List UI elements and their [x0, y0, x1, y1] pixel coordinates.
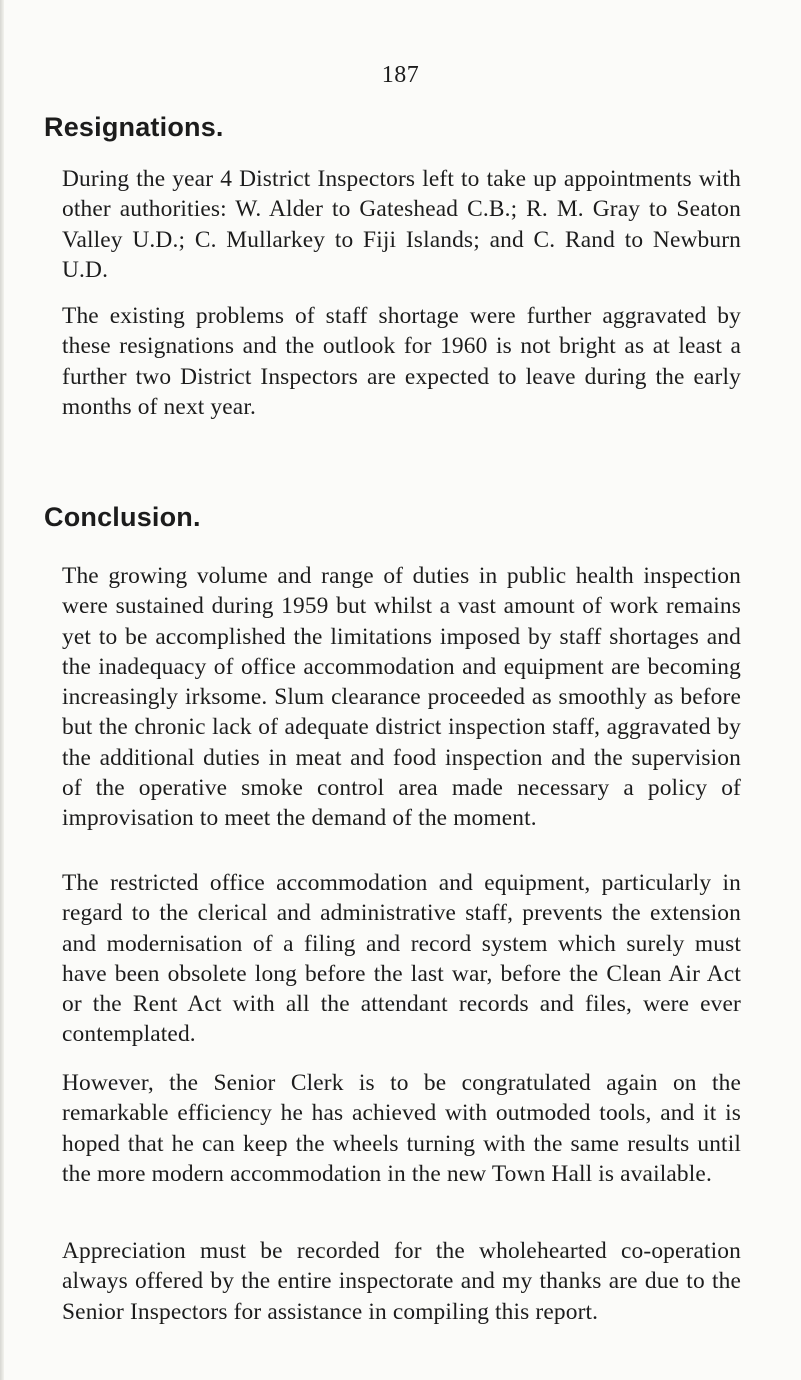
conclusion-paragraph-1: The growing volume and range of duties in public health inspection were sustained during 1959 but whilst a vast amount of work remains yet to be accomplished the limitations imposed by staff shortages and the inadequacy of office accommodation and equipment are becoming increasingly irksome. Slum clearance proceeded as smoothly as before but the chronic lack of adequate district inspection staff, aggravated by the additional duties in meat and food inspection and the supervision of the operative smoke control area made necessary a policy of improvisation to meet the demand of the moment. — [62, 563, 741, 832]
conclusion-paragraph-3: However, the Senior Clerk is to be congratulated again on the remarkable efficiency he has achieved with outmoded tools, and it is hoped that he can keep the wheels turning with the same results until the more modern accommodation in the new Town Hall is available. — [62, 1070, 741, 1187]
resignations-heading: Resignations. — [44, 112, 224, 142]
conclusion-heading: Conclusion. — [44, 502, 201, 532]
conclusion-paragraph-2: The restricted office accommodation and equipment, particularly in regard to the clerical and administrative staff, prevents the extension and modernisation of a filing and record system which surely must have been obsolete long before the last war, before the Clean Air Act or the Rent Act with all the attendant records and files, were ever contemplated. — [62, 870, 741, 1048]
page-number: 187 — [381, 62, 420, 88]
page-edge-shadow — [0, 0, 4, 1380]
resignations-paragraph-1: During the year 4 District Inspectors left to take up appointments with other authorities: W. Alder to Gateshead C.B.; R. M. Gray to Seaton Valley U.D.; C. Mullarkey to Fiji Islands; and C. Rand to Newburn U.D. — [62, 166, 741, 283]
conclusion-paragraph-4: Appreciation must be recorded for the wholehearted co-operation always offered by the entire inspectorate and my thanks are due to the Senior Inspectors for assistance in compiling this report. — [62, 1238, 741, 1325]
resignations-paragraph-2: The existing problems of staff shortage were further aggravated by these resignations and the outlook for 1960 is not bright as at least a further two District Inspectors are expected to leave during the early months of next year. — [62, 303, 741, 420]
